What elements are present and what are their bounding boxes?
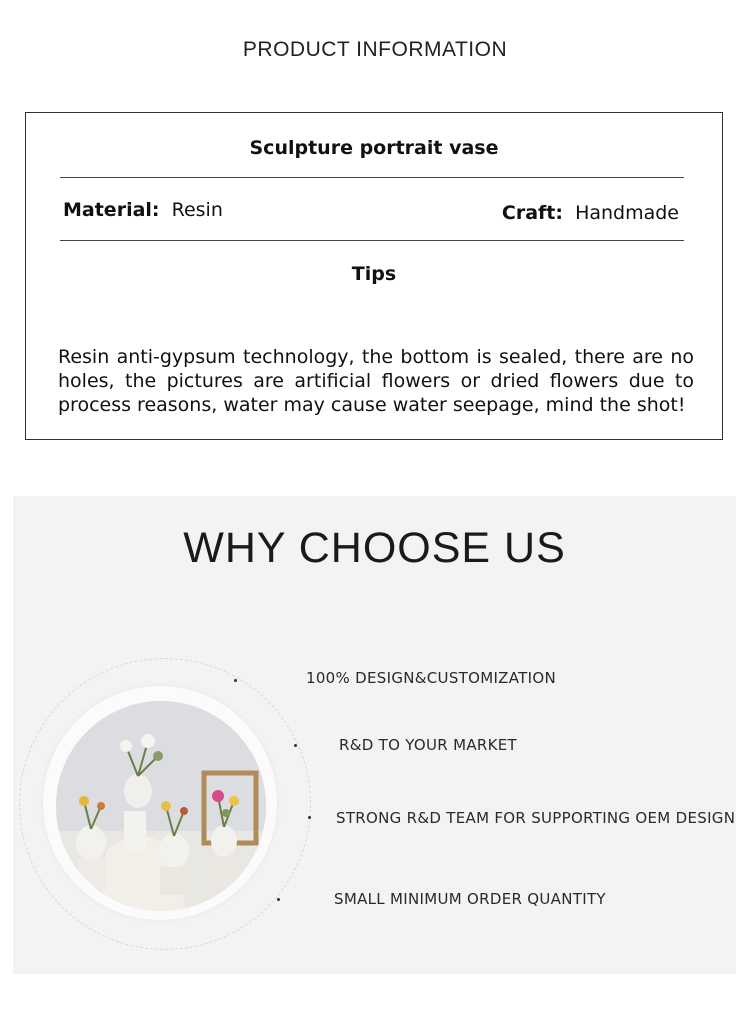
why-choose-us-section — [13, 496, 736, 974]
bullet-dot — [234, 679, 237, 682]
material-value: Resin — [171, 199, 223, 221]
divider — [60, 240, 684, 241]
divider — [60, 177, 684, 178]
bullet-dot — [294, 744, 297, 747]
material-label: Material: — [63, 199, 160, 221]
product-name: Sculpture portrait vase — [249, 137, 499, 159]
tips-text: Resin anti-gypsum technology, the bottom is sealed, there are no holes, the pictures are artificial flowers or dried flowers due to process reasons, water may cause water seepage, mind the shot! — [58, 346, 694, 416]
tips-title: Tips — [351, 263, 397, 285]
why-choose-us-title: WHY CHOOSE US — [183, 524, 566, 572]
craft-value: Handmade — [575, 202, 679, 224]
feature-item: 100% DESIGN&CUSTOMIZATION — [306, 669, 556, 687]
sculpture-vases-photo-icon — [56, 701, 266, 911]
feature-item: SMALL MINIMUM ORDER QUANTITY — [334, 890, 606, 908]
material-spec — [63, 199, 223, 221]
bullet-dot — [277, 898, 280, 901]
bullet-dot — [308, 816, 311, 819]
feature-item: R&D TO YOUR MARKET — [339, 736, 517, 754]
craft-label: Craft: — [501, 202, 563, 224]
product-information-heading: PRODUCT INFORMATION — [242, 38, 508, 61]
feature-item: STRONG R&D TEAM FOR SUPPORTING OEM DESIGN — [336, 809, 736, 827]
craft-spec — [502, 202, 679, 224]
product-info-table — [25, 112, 723, 440]
